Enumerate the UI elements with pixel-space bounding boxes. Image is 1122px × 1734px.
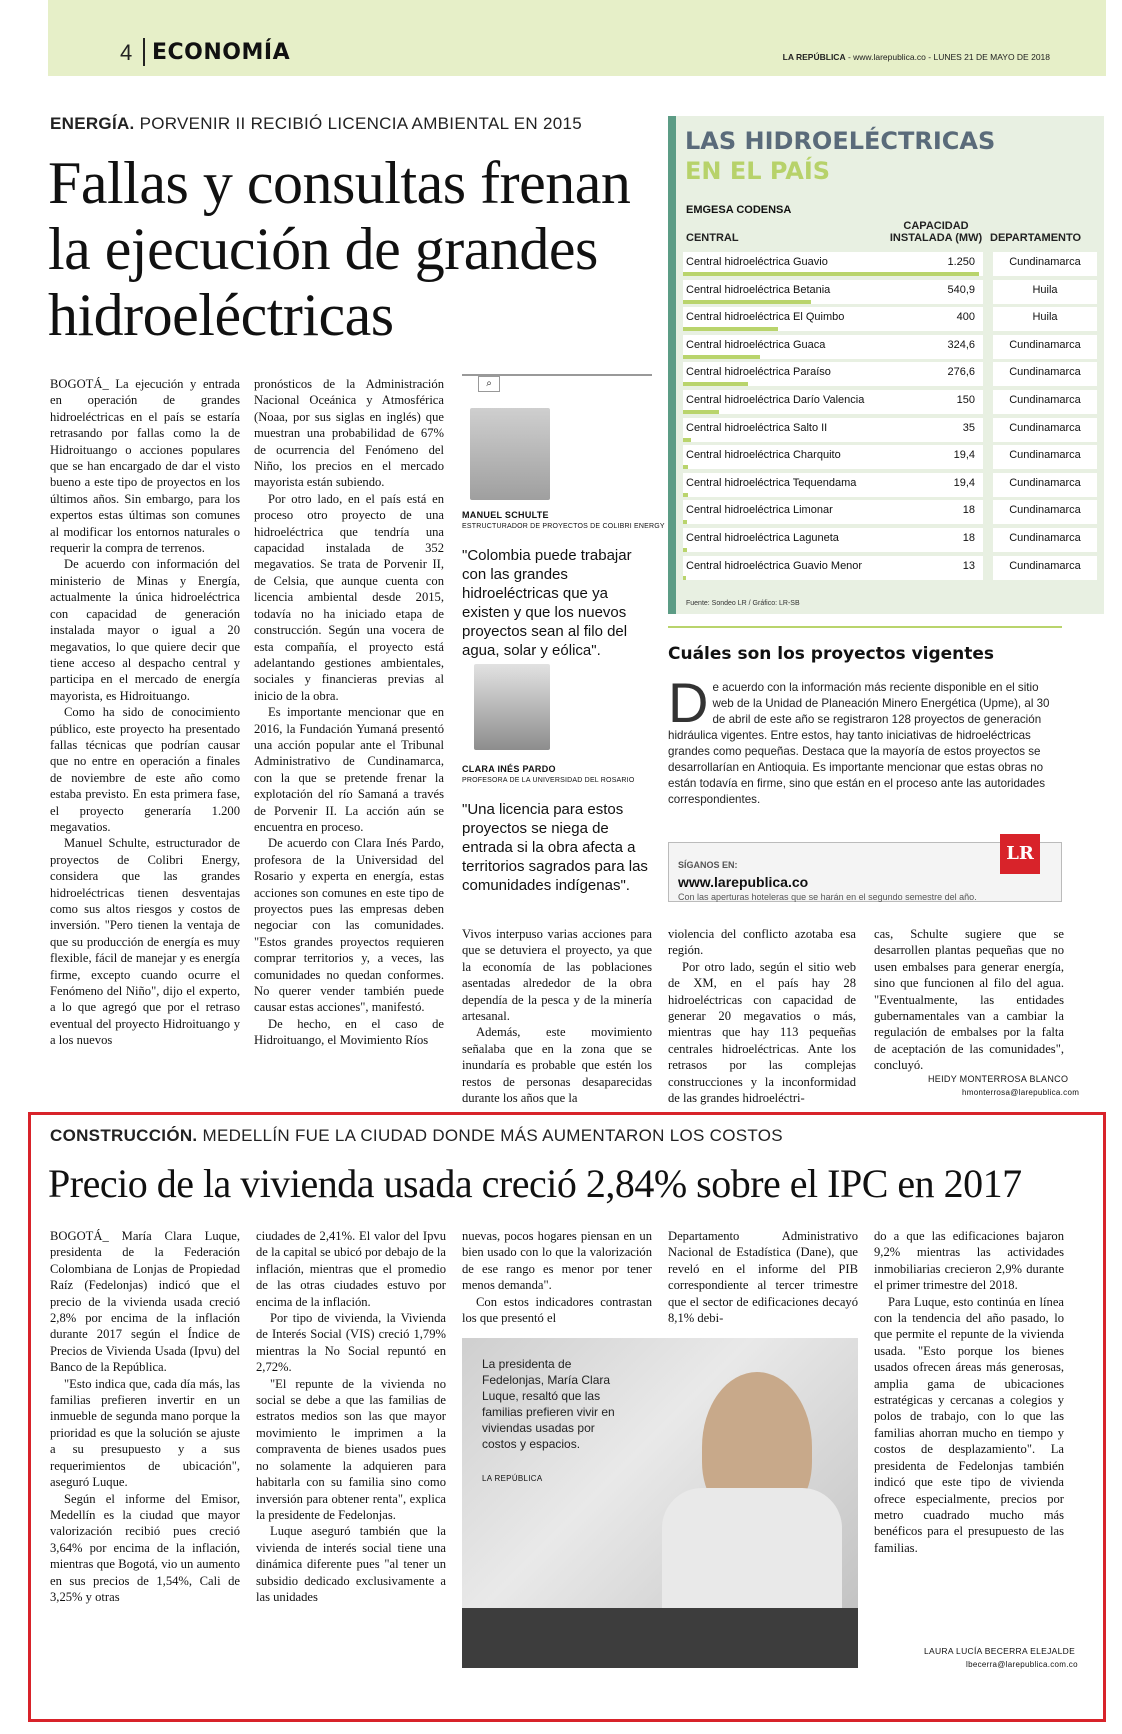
quote2-text: "Una licencia para estos proyectos se niega de entrada si la obra afecta a territorios sagrados para las comunidades indígenas".: [462, 801, 648, 894]
infographic-row: [683, 390, 1097, 416]
row-capacity: 540,9: [947, 283, 975, 296]
paragraph: De acuerdo con información del ministerio de Minas y Energía, actualmente la única hidroeléctrica con capacidad de generación instalada mayor o igual a 20 megavatios, lo que quiere decir que tiene acceso al despacho central y participa en el mercado de energía mayorista, es Hidroituango.: [50, 557, 240, 703]
paper-web: - www.larepublica.co -: [845, 52, 934, 62]
row-capacity-bar: [683, 548, 687, 552]
row-capacity-bar: [683, 438, 691, 442]
row-central: Central hidroeléctrica Charquito: [683, 445, 983, 469]
paragraph: Es importante mencionar que en 2016, la Fundación Yumaná presentó una acción popular ante el Tribunal Administrativo de Cundinamarca, con la que se pretende frenar la explotación del río Samaná a través de Porvenir II. La acción aún se encuentra en proceso.: [254, 705, 444, 834]
row-department: Cundinamarca: [993, 362, 1097, 386]
row-department: Cundinamarca: [993, 528, 1097, 552]
kicker-label: ENERGÍA.: [50, 114, 135, 133]
sidebar-title: Cuáles son los proyectos vigentes: [668, 644, 995, 664]
article2-col2: [256, 1228, 446, 1605]
article1-byline: HEIDY MONTERROSA BLANCO: [928, 1074, 1069, 1084]
photo-desk: [462, 1608, 858, 1668]
article2-headline: Precio de la vivienda usada creció 2,84% sobre el IPC en 2017: [48, 1161, 1022, 1206]
manuel-portrait: [470, 408, 550, 500]
infographic-row: [683, 252, 1097, 278]
paragraph: BOGOTÁ_ María Clara Luque, presidenta de la Federación Colombiana de Lonjas de Propiedad Raíz (Fedelonjas) indicó que el precio de la vivienda usada creció 2,8% por encima de la inflación durante 2017 según el Índice de Precios de Vivienda Usada (Ipvu) del Banco de la República.: [50, 1229, 240, 1375]
paragraph: ciudades de 2,41%. El valor del Ipvu de la capital se ubicó por debajo de la inflación, mientras que el promedio de las otras ciudades estuvo por encima de la inflación.: [256, 1229, 446, 1309]
row-department: Cundinamarca: [993, 556, 1097, 580]
row-capacity: 324,6: [947, 338, 975, 351]
row-department: Cundinamarca: [993, 252, 1097, 276]
article1-headline: Fallas y consultas frenan la ejecución de grandes hidroeléctricas: [48, 150, 631, 348]
row-capacity: 35: [962, 421, 975, 434]
article2-byline: LAURA LUCÍA BECERRA ELEJALDE: [924, 1646, 1076, 1656]
paragraph: pronósticos de la Administración Nacional Oceánica y Atmosférica (Noaa, por sus siglas en inglés) que muestran una probabilidad de 67% de ocurrencia del Fenómeno del Niño, los precios en el mercado mayorista están subiendo.: [254, 377, 444, 490]
row-capacity-bar: [683, 493, 688, 497]
row-capacity: 19,4: [953, 449, 975, 462]
paragraph: De hecho, en el caso de Hidroituango, el Movimiento Ríos: [254, 1016, 444, 1048]
infographic-row: [683, 280, 1097, 306]
paragraph: Departamento Administrativo Nacional de Estadística (Dane), que reveló en el informe del PIB correspondiente al tercer trimestre que el sector de edificaciones decayó 8,1% debi-: [668, 1229, 858, 1326]
row-capacity: 150: [956, 394, 975, 406]
infographic-row: [683, 335, 1097, 361]
article2-col1: [50, 1228, 240, 1605]
paragraph: Por otro lado, en el país está en proceso otro proyecto de una hidroeléctrica que tendría una capacidad instalada de 352 megavatios. Se trata de Porvenir II, de Celsia, que aunque cuenta con licencia ambiental desde 2015, todavía no ha iniciado etapa de construcción. Según una vocera de esta compañía, el proyecto está adelantando gestiones ambientales, sociales y financieras previas al inicio de la obra.: [254, 491, 444, 703]
zoom-icon: ⌕: [478, 376, 500, 392]
row-capacity-bar: [683, 382, 748, 386]
sidebar-body: [668, 671, 1062, 808]
row-capacity: 18: [962, 532, 975, 544]
quote1-role: ESTRUCTURADOR DE PROYECTOS DE COLIBRI ENERGY: [462, 523, 665, 530]
kicker-label: CONSTRUCCIÓN.: [50, 1126, 198, 1145]
infographic-source: Fuente: Sondeo LR / Gráfico: LR-SB: [686, 600, 800, 607]
row-capacity: 1.250: [947, 256, 975, 268]
infographic-row: [683, 445, 1097, 471]
article1-col5: [874, 926, 1064, 1074]
article1-col4: [668, 926, 856, 1106]
section-title: ECONOMÍA: [152, 40, 291, 65]
kicker-text: PORVENIR II RECIBIÓ LICENCIA AMBIENTAL EN 2015: [134, 114, 583, 133]
row-department: Cundinamarca: [993, 473, 1097, 497]
article2-kicker: [50, 1126, 783, 1146]
row-capacity: 276,6: [947, 366, 975, 379]
paragraph: nuevas, pocos hogares piensan en un bien usado con lo que la valorización de ese rango es menor por tener menos demanda".: [462, 1229, 652, 1293]
infographic-subtitle: EMGESA CODENSA: [686, 204, 792, 216]
row-central: Central hidroeléctrica Betania: [683, 280, 983, 304]
paragraph: Además, este movimiento señalaba que en la zona que se inundaría es probable que estén los restos de personas desaparecidas durante los años que la: [462, 1025, 652, 1106]
clara-portrait: [474, 664, 550, 750]
paragraph: Manuel Schulte, estructurador de proyectos de Colibri Energy, considera que las grandes hidroeléctricas tienen desventajas como sus altos riesgos y costos de inversión. "Pero tienen la ventaja de que su producción de energía es muy flexible, fácil de manejar y es energía firme, excepto cuando ocurre el Fenómeno del Niño", dijo el experto, a lo que agregó que por el retraso eventual del proyecto Hidroituango y a los nuevos: [50, 836, 240, 1048]
article2-col4: [668, 1228, 858, 1326]
photo-caption: La presidenta de Fedelonjas, María Clara Luque, resaltó que las familias prefieren vivir en viviendas usadas por costos y espacios.: [482, 1357, 615, 1451]
article2-col5: [874, 1228, 1064, 1556]
photo-credit: LA REPÚBLICA: [482, 1474, 543, 1483]
row-central: Central hidroeléctrica Guaca: [683, 335, 983, 359]
row-department: Cundinamarca: [993, 445, 1097, 469]
row-capacity-bar: [683, 327, 778, 331]
paragraph: violencia del conflicto azotaba esa región.: [668, 927, 856, 958]
infographic-row: [683, 528, 1097, 554]
lr-logo: LR: [1000, 834, 1040, 874]
row-central: Central hidroeléctrica Darío Valencia: [683, 390, 983, 414]
paragraph: Para Luque, esto continúa en línea con la tendencia del año pasado, lo que permite el repunte de la vivienda usada. "Esto porque los bienes usados ofrecen áreas más generosas, amplia gama de ubicaciones estratégicas y cercanas a colegios y polos de trabajo, con lo que las familias ahorran mucho en tiempo y costos de desplazamiento". La presidenta de Fedelonjas también indicó que este tipo de vivienda ofrece especialmente, precios por metro cuadrado mucho más benéficos para el presupuesto de las familias.: [874, 1294, 1064, 1555]
row-capacity-bar: [683, 300, 811, 304]
follow-note: Con las aperturas hoteleras que se harán en el segundo semestre del año.: [678, 892, 977, 902]
masthead: [783, 52, 1050, 62]
row-central: Central hidroeléctrica Salto II: [683, 418, 983, 442]
row-department: Huila: [993, 307, 1097, 331]
article1-col2: [254, 376, 444, 1049]
sidebar-rule: [668, 626, 1062, 628]
quote1-text: "Colombia puede trabajar con las grandes hidroeléctricas que ya existen y que los nuevos proyectos sean al filo del agua, solar y eólica".: [462, 547, 632, 659]
follow-link[interactable]: www.larepublica.co: [678, 874, 809, 890]
row-central: Central hidroeléctrica Guavio: [683, 252, 983, 276]
paragraph: cas, Schulte sugiere que se desarrollen plantas pequeñas que no usen embalses para generar energía, sino que funcionen al filo del agua. "Eventualmente, las entidades gubernamentales van a cambiar la regulación de embalses por la falta de aceptación de las comunidades", concluyó.: [874, 927, 1064, 1073]
row-department: Huila: [993, 280, 1097, 304]
row-central: Central hidroeléctrica Limonar: [683, 500, 983, 524]
row-capacity: 400: [956, 311, 975, 324]
row-department: Cundinamarca: [993, 335, 1097, 359]
row-department: Cundinamarca: [993, 418, 1097, 442]
row-department: Cundinamarca: [993, 500, 1097, 524]
paragraph: do a que las edificaciones bajaron 9,2% mientras las actividades inmobiliarias crecieron 2,9% durante el primer trimestre del 2018.: [874, 1229, 1064, 1293]
paragraph: Con estos indicadores contrastan los que presentó el: [462, 1294, 652, 1326]
row-department: Cundinamarca: [993, 390, 1097, 414]
row-central: Central hidroeléctrica El Quimbo: [683, 307, 983, 331]
paper-date: LUNES 21 DE MAYO DE 2018: [933, 52, 1050, 62]
row-capacity-bar: [683, 272, 979, 276]
page-number: 4: [120, 40, 133, 65]
infographic-title-line1: LAS HIDROELÉCTRICAS: [685, 127, 996, 155]
col-header-department: DEPARTAMENTO: [990, 232, 1082, 244]
row-capacity-bar: [683, 465, 688, 469]
infographic-row: [683, 418, 1097, 444]
article1-col1: [50, 376, 240, 1049]
row-central: Central hidroeléctrica Guavio Menor: [683, 556, 983, 580]
infographic-title: [685, 126, 995, 186]
paragraph: "El repunte de la vivienda no social se debe a que las familias de estratos medios son las que mayor movimiento le imprimen a la compraventa de bienes usados pues no solamente la adquieren para habitarla con su familia sino como inversión para obtener renta", explica la presidente de Fedelonjas.: [256, 1376, 446, 1522]
header-divider: [143, 38, 145, 66]
sidebar-dropcap: D: [668, 671, 709, 734]
photo-sweater: [662, 1488, 842, 1618]
paragraph: Por otro lado, según el sitio web de XM, en el país hay 28 hidroeléctricas con capacidad de generar 20 megavatios o más, mientras que hay 113 pequeñas centrales hidroeléctricas. Ante los retrasos por las complejas construcciones y la inconformidad de las grandes hidroeléctri-: [668, 959, 856, 1106]
article1-kicker: [50, 114, 582, 134]
row-capacity-bar: [683, 355, 760, 359]
row-capacity: 18: [962, 504, 975, 517]
sidebar-text: e acuerdo con la información más reciente disponible en el sitio web de la Unidad de Planeación Minero Energética (Upme), al 30 de abril de este año se registraron 128 proyectos de generación hidráulica vigentes. Entre estos, hay tanto iniciativas de hidroeléctricas grandes como pequeñas. Destaca que la mayoría de estos proyectos se desarrollarían en Antioquia. Es importante mencionar que estas obras no están todavía en firme, sino que están en el proceso ante las autoridades correspondientes.: [668, 681, 1050, 806]
row-capacity-bar: [683, 520, 687, 524]
row-capacity: 13: [962, 559, 975, 572]
paragraph: BOGOTÁ_ La ejecución y entrada en operación de grandes hidroeléctricas en el país se estaría retrasando por fallas como la de Hidroituango o acciones populares que se han encargado de dar el visto bueno a este tipo de proyectos en los últimos años. Sin embargo, para los expertos estas últimas son comunes al modificar los entornos naturales o requerir la compra de terrenos.: [50, 377, 240, 556]
paragraph: Como ha sido de conocimiento público, este proyecto ha presentado fallas técnicas que podrían causar que no entre en operación a finales de noviembre de este año como estaba previsto. En esta primera fase, el proyecto generaría 1.200 megavatios.: [50, 705, 240, 834]
infographic-row: [683, 362, 1097, 388]
row-capacity: 19,4: [953, 476, 975, 489]
infographic-row: [683, 556, 1097, 582]
follow-label: SÍGANOS EN:: [678, 860, 738, 870]
col-header-central: CENTRAL: [686, 232, 739, 244]
quote2-name: CLARA INÉS PARDO: [462, 764, 556, 774]
infographic-title-line2: EN EL PAÍS: [685, 157, 831, 185]
row-capacity-bar: [683, 410, 719, 414]
paragraph: Por tipo de vivienda, la Vivienda de Interés Social (VIS) creció 1,79% mientras la No Social repuntó en 2,72%.: [256, 1311, 446, 1375]
article2-col3: [462, 1228, 652, 1326]
infographic-row: [683, 473, 1097, 499]
paragraph: Según el informe del Emisor, Medellín es la ciudad que mayor valorización recibió pues creció 3,64% por encima de la inflación, mientras que Bogotá, vio un aumento en sus precios de 1,54%, Cali de 3,25% y otras: [50, 1491, 240, 1604]
paragraph: "Esto indica que, cada día más, las familias prefieren invertir en un inmueble de segunda mano porque la prioridad es que la solución se ajuste a su presupuesto y a sus requerimientos de ubicación", aseguró Luque.: [50, 1376, 240, 1490]
article1-email: hmonterrosa@larepublica.com: [962, 1088, 1080, 1097]
article1-col3: [462, 926, 652, 1106]
row-central: Central hidroeléctrica Tequendama: [683, 473, 983, 497]
kicker-text: MEDELLÍN FUE LA CIUDAD DONDE MÁS AUMENTARON LOS COSTOS: [197, 1126, 783, 1145]
row-central: Central hidroeléctrica Laguneta: [683, 528, 983, 552]
col-header-capacity: CAPACIDAD INSTALADA (MW): [889, 220, 983, 244]
paragraph: De acuerdo con Clara Inés Pardo, profesora de la Universidad del Rosario y experta en energía, estas acciones son comunes en este tipo de proyectos pues las empresas deben negociar con las comunidades. "Estos grandes proyectos requieren comprar territorios y, a veces, las comunidades no quedan conformes. No querer vender también puede causar estas acciones", manifestó.: [254, 836, 444, 1015]
infographic-row: [683, 500, 1097, 526]
quote1-name: MANUEL SCHULTE: [462, 510, 549, 520]
paper-name: LA REPÚBLICA: [782, 52, 846, 62]
paragraph: Vivos interpuso varias acciones para que se detuviera el proyecto, ya que la economía de las poblaciones asentadas alrededor de la obra dependía de la pesca y de la minería artesanal.: [462, 927, 652, 1024]
article2-email: lbecerra@larepublica.com.co: [966, 1660, 1078, 1669]
quote2-role: PROFESORA DE LA UNIVERSIDAD DEL ROSARIO: [462, 777, 635, 784]
row-central: Central hidroeléctrica Paraíso: [683, 362, 983, 386]
paragraph: Luque aseguró también que la vivienda de interés social tiene una dinámica diferente pues "al tener un subsidio dedicado exclusivamente a las unidades: [256, 1524, 446, 1604]
row-capacity-bar: [683, 576, 686, 580]
infographic-row: [683, 307, 1097, 333]
